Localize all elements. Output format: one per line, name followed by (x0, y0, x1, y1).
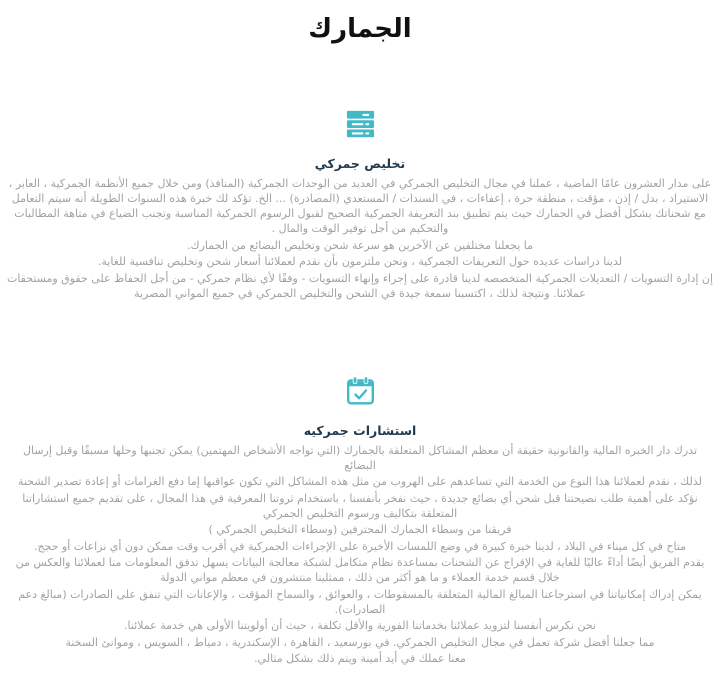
paragraph: يمكن إدراك إمكانياتنا في استرجاعنا المبالغ المالية المتعلقة بالمسقوطات ، والعوائق ، والسماح المؤقت ، والإعانات التي تنفق على الصادرات (مبالغ دعم الصادرات). (18, 587, 702, 616)
section-heading-consulting: استشارات جمركيه (303, 422, 417, 438)
section-body-clearance (4, 176, 716, 301)
section-body-consulting (4, 443, 716, 667)
paragraph: على مدار العشرون عامًا الماضية ، عملنا في مجال التخليص الجمركي في العديد من الوحدات الجمركية (المنافذ) ومن خلال جميع الأنظمة الجمركية ، العابر ، الاستيراد ، بدل / إذن ، مؤقت ، منطقة حرة ، إعفاءات ، في السندات / المستعدي (المصادرة) ... الخ. تؤكد لك خبرة هذه السنوات الطويلة أنه سيتم التعامل مع شحناتك بشكل أفضل في الجمارك حيث يتم تطبيق بند التعريفة الجمركية الصحيح لقبول الرسوم الجمركية المناسبة وتجنب الضياع في متاهة المطالبات والتحكيم من أجل توفير الوقت والمال . (8, 177, 712, 235)
server-list-icon (345, 108, 376, 139)
paragraph: لدينا دراسات عديده حول التعريفات الجمركية ، ونحن ملتزمون بأن نقدم لعملائنا أسعار شحن وتخليص تنافسية للغاية. (97, 255, 623, 268)
paragraph: لذلك ، نقدم لعملائنا هذا النوع من الخدمة التي تساعدهم على الهروب من مثل هذه المشاكل التي تكون عواقبها إما دفع الغرامات أو إعادة تصدير الشحنة (18, 475, 702, 488)
section-customs-clearance (4, 108, 716, 301)
paragraph: نحن نكرس أنفسنا لتزويد عملائنا بخدماتنا الفورية والأقل تكلفة ، حيث أن أولويتنا الأولى هي خدمة عملائنا. (124, 619, 596, 632)
paragraph: نؤكد على أهمية طلب نصيحتنا قبل شحن أي بضائع جديدة ، حيث نفخر بأنفسنا ، باستخدام ثروتنا المعرفية في هذا المجال ، على تقديم جميع استشاراتنا المتعلقة بتكاليف ورسوم التخليص الجمركي (22, 491, 698, 520)
paragraph: إن إدارة التسويات / التعديلات الجمركية المتخصصه لدينا قادرة على إجراء وإنهاء التسويات - وفقًا لأي نظام جمركي - من أجل الحفاظ على حقوق ومستحقات عملائنا. ونتيجة لذلك ، اكتسبنا سمعة جيدة في الشحن والتخليص الجمركي في جميع المواني المصرية (6, 271, 714, 300)
calendar-check-icon (345, 375, 376, 406)
paragraph: تدرك دار الخبره المالية والقانونية حقيقة أن معظم المشاكل المتعلقة بالجمارك (التي تواجه الأشخاص المهتمين) يمكن تجنبها وحلها مسبقًا وقبل إرسال البضائع (22, 443, 698, 472)
page-title: الجمارك (308, 14, 412, 44)
section-heading-clearance: تخليص جمركي (314, 156, 406, 171)
section-customs-consulting (4, 375, 716, 667)
paragraph: يقدم الفريق أيضًا أداءً عاليًا للغاية في الإفراج عن الشحنات بمساعدة نظام متكامل لشبكة معالجة البيانات يسهل تدفق المعلومات منا لعملائنا والعكس من خلال قسم خدمة العملاء و ما هو أكثر من ذلك ، ممثلينا منتشرون في معظم مواني الدولة (15, 556, 705, 584)
paragraph: متاح في كل ميناء في البلاد ، لدينا خبرة كبيرة في وضع اللمسات الأخيرة على الإجراءات الجمركية في أقرب وقت ممكن دون أي نزاعات أو حجج. (33, 539, 687, 553)
paragraph: فريقنا من وسطاء الجمارك المحترفين (وسطاء التخليص الجمركي ) (208, 523, 512, 536)
paragraph: ما يجعلنا مختلفين عن الآخرين هو سرعة شحن وتخليص البضائع من الجمارك. (187, 238, 533, 252)
paragraph: مما جعلنا أفضل شركة تعمل في مجال التخليص الجمركي. في بورسعيد ، القاهرة ، الإسكندرية ، دمياط ، السويس ، وموانئ السخنة (65, 635, 655, 649)
paragraph: معنا عملك في أيد أمينة ويتم ذلك بشكل مثالي. (254, 652, 466, 665)
